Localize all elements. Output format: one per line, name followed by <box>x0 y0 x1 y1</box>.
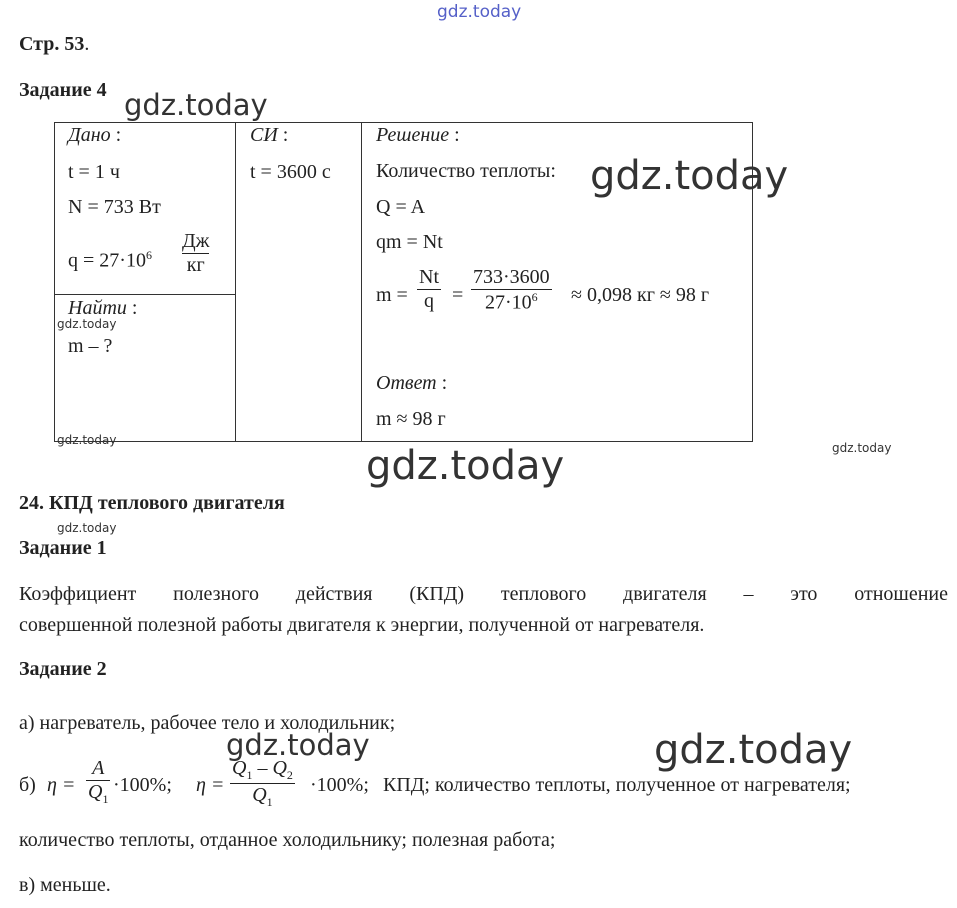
watermark-task2-left: gdz.today <box>226 728 370 762</box>
given-t: t = 1 ч <box>68 161 120 183</box>
si-value: t = 3600 с <box>250 161 331 183</box>
answer-header-text: Ответ <box>376 372 437 394</box>
watermark-task2-right: gdz.today <box>654 727 853 773</box>
given-q-prefix: q = 27·10 <box>68 249 146 272</box>
task2-b-prefix: б) <box>19 774 36 796</box>
task2-b-frac2-num <box>230 757 295 783</box>
task2-b-mul1: ·100%; <box>113 774 172 796</box>
find-value: m – ? <box>68 335 113 357</box>
given-q-unit <box>182 230 209 277</box>
page-label-text: Стр. 53 <box>19 33 85 55</box>
task2-b-eta2: η = <box>196 774 225 796</box>
formula-frac2-num: 733·3600 <box>473 266 550 288</box>
task2-c: в) меньше. <box>19 874 111 896</box>
formula-lhs: m = <box>376 284 408 306</box>
given-q-unit-den: кг <box>186 254 205 276</box>
formula-frac2 <box>471 266 552 315</box>
watermark-task4: gdz.today <box>124 88 268 122</box>
task1-heading: Задание 1 <box>19 537 107 559</box>
formula-eq: = <box>452 284 464 306</box>
task2-b-frac2-num-b-sub: 2 <box>286 768 293 782</box>
task2-b-frac1-den-q: Q <box>88 781 103 803</box>
task1-text-line1: Коэффициент полезного действия (КПД) теплового двигателя – это отношение <box>19 583 948 605</box>
given-q <box>68 248 152 273</box>
watermark-right: gdz.today <box>832 441 892 455</box>
task2-b-frac2-num-minus: – <box>252 757 273 779</box>
task2-a: а) нагреватель, рабочее тело и холодильник; <box>19 712 396 734</box>
watermark-center: gdz.today <box>366 443 565 489</box>
given-q-exp: 6 <box>145 248 152 262</box>
watermark-find: gdz.today <box>57 317 117 331</box>
task2-b-line2: количество теплоты, отданное холодильнику; полезная работа; <box>19 829 556 851</box>
solution-header <box>376 124 460 147</box>
solution-line: Количество теплоты: <box>376 160 556 182</box>
formula-frac1 <box>417 266 441 313</box>
given-q-unit-num: Дж <box>182 230 210 252</box>
task2-b-frac2 <box>230 757 295 810</box>
formula-frac1-num: Nt <box>419 266 439 288</box>
given-N: N = 733 Вт <box>68 196 161 218</box>
page-label-dot: . <box>84 33 90 55</box>
solution-header-colon: : <box>454 124 460 146</box>
task1-text-line2: совершенной полезной работы двигателя к энергии, полученной от нагревателя. <box>19 614 705 636</box>
task2-b-frac2-num-a-sub: 1 <box>246 768 253 782</box>
answer-header-colon: : <box>441 372 448 394</box>
section-title: 24. КПД теплового двигателя <box>19 492 285 514</box>
given-header <box>68 124 121 147</box>
task2-b-eta1: η = <box>47 774 76 796</box>
watermark-solution: gdz.today <box>590 153 789 199</box>
watermark-section: gdz.today <box>57 521 117 535</box>
watermark-table-bottom: gdz.today <box>57 433 117 447</box>
given-header-colon: : <box>115 124 122 146</box>
task2-b-frac1-den <box>86 781 110 807</box>
solution-line: Q = A <box>376 196 426 218</box>
si-header <box>250 124 288 147</box>
solution-header-text: Решение <box>376 124 450 146</box>
find-header-colon: : <box>131 297 138 319</box>
page-label <box>19 33 89 56</box>
task2-b-frac1-num: A <box>92 757 105 779</box>
si-header-text: СИ <box>250 124 278 146</box>
task2-b-frac2-num-b: Q <box>272 757 287 779</box>
formula-frac1-den: q <box>424 290 434 312</box>
task2-b-frac2-num-a: Q <box>232 757 247 779</box>
task2-b-frac2-den-q: Q <box>252 784 267 806</box>
formula-result: ≈ 0,098 кг ≈ 98 г <box>571 284 710 306</box>
find-header-text: Найти <box>68 297 127 319</box>
answer-value: m ≈ 98 г <box>376 408 446 430</box>
watermark-top: gdz.today <box>437 2 522 22</box>
formula-frac2-den <box>483 290 540 315</box>
answer-header <box>376 372 447 395</box>
task2-b-frac2-den-sub: 1 <box>266 795 273 809</box>
task2-b-mul2: ·100%; <box>310 774 369 796</box>
task2-b-frac2-den <box>250 784 274 810</box>
task4-heading: Задание 4 <box>19 79 107 101</box>
si-header-colon: : <box>282 124 289 146</box>
task2-b-text: КПД; количество теплоты, полученное от нагревателя; <box>383 774 851 796</box>
task2-heading: Задание 2 <box>19 658 107 680</box>
formula-frac2-den-exp: 6 <box>531 290 538 304</box>
formula-frac2-den-prefix: 27·10 <box>485 291 532 314</box>
task2-b-frac1-den-sub: 1 <box>102 792 109 806</box>
given-header-text: Дано <box>68 124 111 146</box>
solution-line: qm = Nt <box>376 231 443 253</box>
task2-b-frac1 <box>86 757 110 807</box>
